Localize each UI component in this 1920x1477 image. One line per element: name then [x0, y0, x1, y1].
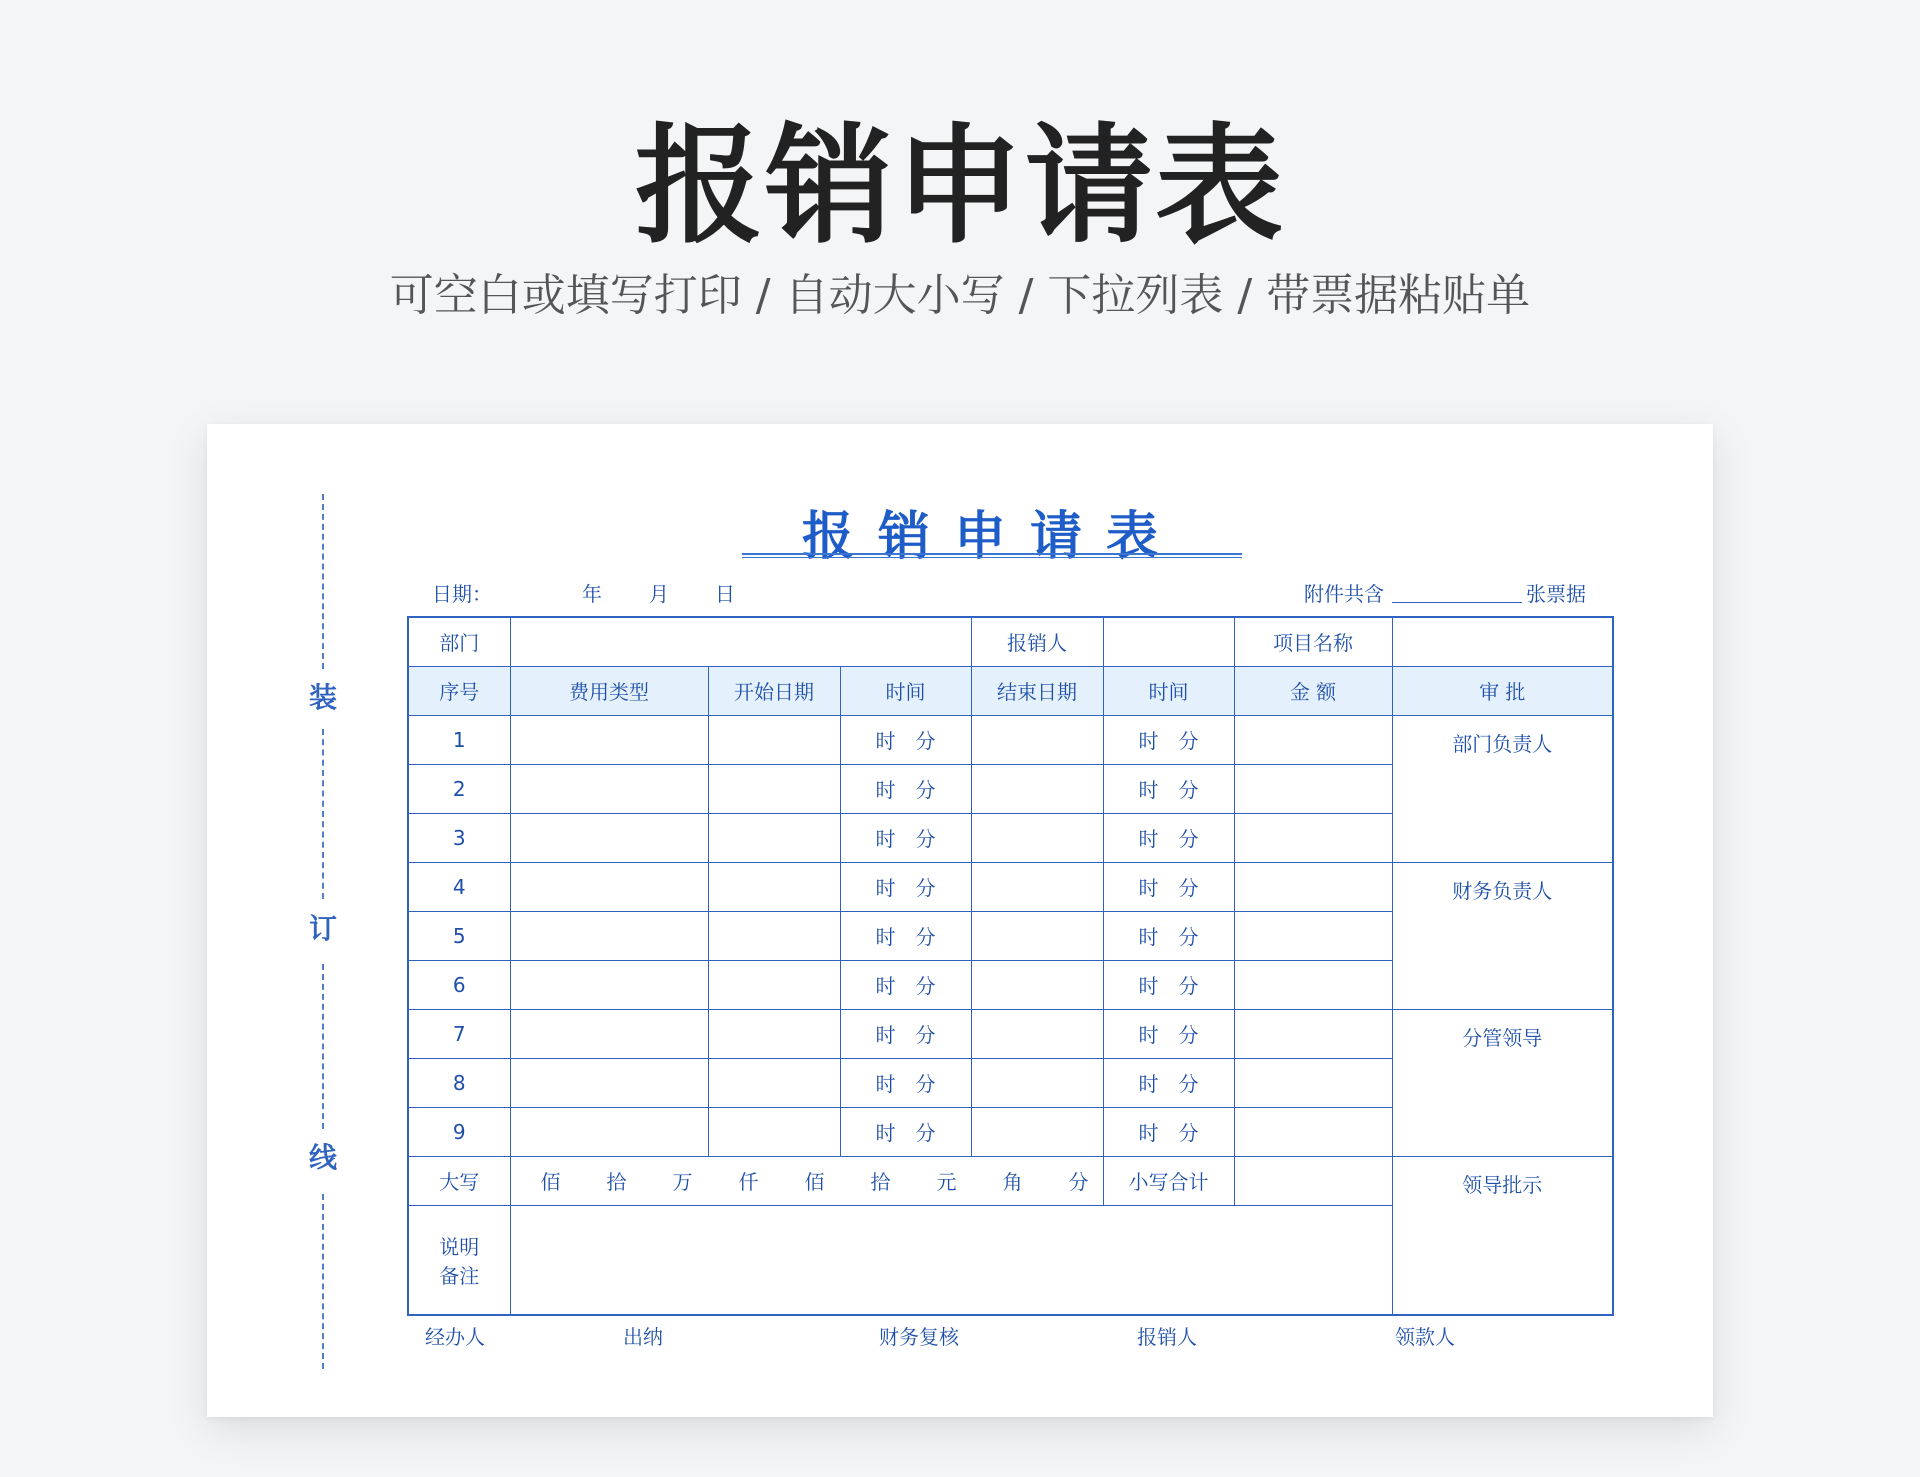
project-field[interactable] — [1392, 617, 1613, 666]
hour-label: 时 — [1138, 778, 1159, 802]
col-header-index: 序号 — [408, 666, 510, 715]
minute-label: 分 — [1178, 827, 1199, 851]
end-time-cell[interactable] — [1103, 960, 1234, 1009]
binding-dashed-line — [322, 964, 324, 1129]
amount-cell[interactable] — [1234, 715, 1392, 764]
minute-label: 分 — [1178, 876, 1199, 900]
end-date-cell[interactable] — [971, 764, 1103, 813]
minute-label: 分 — [915, 1023, 936, 1047]
minute-label: 分 — [915, 974, 936, 998]
minute-label: 分 — [915, 827, 936, 851]
end-time-cell[interactable] — [1103, 715, 1234, 764]
start-date-cell[interactable] — [708, 862, 840, 911]
applicant-label: 报销人 — [971, 617, 1103, 666]
lower-total-label: 小写合计 — [1103, 1156, 1234, 1205]
end-date-cell[interactable] — [971, 813, 1103, 862]
row-index: 8 — [408, 1058, 510, 1107]
unit-shi: 拾 — [606, 1170, 627, 1194]
footer-finance-review: 财务复核 — [879, 1325, 959, 1349]
expense-table — [407, 616, 1614, 1316]
upper-amount-field[interactable] — [510, 1156, 1103, 1205]
table-row — [408, 715, 1613, 764]
start-date-cell[interactable] — [708, 813, 840, 862]
end-date-cell[interactable] — [971, 862, 1103, 911]
end-time-cell[interactable] — [1103, 862, 1234, 911]
amount-cell[interactable] — [1234, 813, 1392, 862]
start-time-cell[interactable] — [840, 1107, 971, 1156]
start-time-cell[interactable] — [840, 960, 971, 1009]
hour-label: 时 — [1138, 1121, 1159, 1145]
binding-char-zhuang: 装 — [308, 681, 337, 714]
info-row — [408, 617, 1613, 666]
form-title: 报销申请表 — [801, 507, 1182, 567]
end-time-cell[interactable] — [1103, 1107, 1234, 1156]
end-date-cell[interactable] — [971, 1107, 1103, 1156]
expense-type-cell[interactable] — [510, 813, 708, 862]
date-day: 日 — [715, 582, 735, 606]
expense-type-cell[interactable] — [510, 862, 708, 911]
expense-type-cell[interactable] — [510, 1058, 708, 1107]
expense-type-cell[interactable] — [510, 1107, 708, 1156]
end-time-cell[interactable] — [1103, 1009, 1234, 1058]
date-label: 日期： — [432, 582, 492, 606]
minute-label: 分 — [1178, 1023, 1199, 1047]
amount-cell[interactable] — [1234, 764, 1392, 813]
minute-label: 分 — [915, 778, 936, 802]
minute-label: 分 — [1178, 729, 1199, 753]
hour-label: 时 — [875, 876, 896, 900]
amount-cell[interactable] — [1234, 960, 1392, 1009]
footer-applicant: 报销人 — [1137, 1325, 1197, 1349]
hour-label: 时 — [875, 827, 896, 851]
minute-label: 分 — [915, 1072, 936, 1096]
footer-handler: 经办人 — [425, 1325, 485, 1349]
hour-label: 时 — [875, 974, 896, 998]
applicant-field[interactable] — [1103, 617, 1234, 666]
minute-label: 分 — [1178, 1072, 1199, 1096]
row-index: 4 — [408, 862, 510, 911]
binding-dashed-line — [322, 494, 324, 669]
dept-label: 部门 — [408, 617, 510, 666]
notes-label-line1: 说明 — [439, 1234, 480, 1259]
col-header-approval: 审 批 — [1392, 666, 1613, 715]
minute-label: 分 — [1178, 974, 1199, 998]
col-header-amount: 金 额 — [1234, 666, 1392, 715]
amount-cell[interactable] — [1234, 911, 1392, 960]
minute-label: 分 — [1178, 1121, 1199, 1145]
unit-yuan: 元 — [936, 1170, 957, 1194]
table-row — [408, 862, 1613, 911]
unit-bai: 佰 — [540, 1170, 561, 1194]
end-time-cell[interactable] — [1103, 813, 1234, 862]
end-date-cell[interactable] — [971, 1058, 1103, 1107]
attachment-suffix: 张票据 — [1526, 582, 1586, 606]
binding-dashed-line — [322, 729, 324, 899]
lower-total-field[interactable] — [1234, 1156, 1392, 1205]
hour-label: 时 — [1138, 1023, 1159, 1047]
minute-label: 分 — [915, 925, 936, 949]
expense-type-cell[interactable] — [510, 764, 708, 813]
attachment-count-field[interactable] — [1392, 602, 1522, 603]
footer-recipient: 领款人 — [1395, 1325, 1455, 1349]
minute-label: 分 — [1178, 925, 1199, 949]
hour-label: 时 — [1138, 827, 1159, 851]
col-header-start-date: 开始日期 — [708, 666, 840, 715]
upper-amount-label: 大写 — [408, 1156, 510, 1205]
hour-label: 时 — [875, 1023, 896, 1047]
start-date-cell[interactable] — [708, 715, 840, 764]
row-index: 1 — [408, 715, 510, 764]
form-title-underline — [742, 553, 1242, 558]
unit-qian: 仟 — [738, 1170, 759, 1194]
row-index: 9 — [408, 1107, 510, 1156]
end-date-cell[interactable] — [971, 1009, 1103, 1058]
start-time-cell[interactable] — [840, 1058, 971, 1107]
start-date-cell[interactable] — [708, 1107, 840, 1156]
expense-type-cell[interactable] — [510, 960, 708, 1009]
hour-label: 时 — [875, 1121, 896, 1145]
form-sheet — [207, 424, 1713, 1417]
start-date-cell[interactable] — [708, 960, 840, 1009]
unit-bai: 佰 — [804, 1170, 825, 1194]
end-date-cell[interactable] — [971, 911, 1103, 960]
notes-label-line2: 备注 — [439, 1263, 480, 1288]
start-date-cell[interactable] — [708, 1009, 840, 1058]
minute-label: 分 — [915, 729, 936, 753]
col-header-end-time: 时间 — [1103, 666, 1234, 715]
binding-char-ding: 订 — [308, 912, 337, 945]
table-row — [408, 1009, 1613, 1058]
hour-label: 时 — [1138, 1072, 1159, 1096]
row-index: 5 — [408, 911, 510, 960]
approval-dept-head[interactable]: 部门负责人 — [1392, 715, 1613, 862]
header-row — [408, 666, 1613, 715]
minute-label: 分 — [915, 1121, 936, 1145]
col-header-end-date: 结束日期 — [971, 666, 1103, 715]
amount-cell[interactable] — [1234, 862, 1392, 911]
minute-label: 分 — [915, 876, 936, 900]
hour-label: 时 — [1138, 925, 1159, 949]
amount-cell[interactable] — [1234, 1058, 1392, 1107]
start-time-cell[interactable] — [840, 862, 971, 911]
end-time-cell[interactable] — [1103, 911, 1234, 960]
amount-cell[interactable] — [1234, 1009, 1392, 1058]
unit-jiao: 角 — [1002, 1170, 1023, 1194]
start-time-cell[interactable] — [840, 911, 971, 960]
unit-wan: 万 — [672, 1170, 693, 1194]
unit-fen: 分 — [1068, 1170, 1089, 1194]
dept-field[interactable] — [510, 617, 971, 666]
row-index: 6 — [408, 960, 510, 1009]
start-time-cell[interactable] — [840, 813, 971, 862]
hour-label: 时 — [875, 778, 896, 802]
start-time-cell[interactable] — [840, 1009, 971, 1058]
hour-label: 时 — [1138, 876, 1159, 900]
hour-label: 时 — [1138, 729, 1159, 753]
expense-type-cell[interactable] — [510, 715, 708, 764]
hour-label: 时 — [875, 729, 896, 753]
start-date-cell[interactable] — [708, 764, 840, 813]
hero-subtitle: 可空白或填写打印 / 自动大小写 / 下拉列表 / 带票据粘贴单 — [389, 270, 1531, 321]
row-index: 3 — [408, 813, 510, 862]
end-time-cell[interactable] — [1103, 764, 1234, 813]
start-date-cell[interactable] — [708, 911, 840, 960]
binding-dashed-line — [322, 1194, 324, 1369]
binding-margin — [207, 424, 347, 1417]
row-index: 2 — [408, 764, 510, 813]
approval-finance-head[interactable]: 财务负责人 — [1392, 862, 1613, 1009]
project-label: 项目名称 — [1234, 617, 1392, 666]
date-year: 年 — [582, 582, 602, 606]
binding-char-xian: 线 — [308, 1141, 337, 1174]
attachment-label: 附件共含 — [1304, 582, 1384, 606]
end-time-cell[interactable] — [1103, 1058, 1234, 1107]
date-month: 月 — [649, 582, 669, 606]
start-time-cell[interactable] — [840, 764, 971, 813]
leader-approval[interactable]: 领导批示 — [1392, 1156, 1613, 1315]
unit-shi: 拾 — [870, 1170, 891, 1194]
total-row — [408, 1156, 1613, 1205]
hour-label: 时 — [1138, 974, 1159, 998]
end-date-cell[interactable] — [971, 960, 1103, 1009]
notes-field[interactable] — [510, 1205, 1392, 1315]
amount-cell[interactable] — [1234, 1107, 1392, 1156]
hour-label: 时 — [875, 925, 896, 949]
notes-label — [408, 1205, 510, 1315]
expense-type-cell[interactable] — [510, 1009, 708, 1058]
start-time-cell[interactable] — [840, 715, 971, 764]
col-header-expense-type: 费用类型 — [510, 666, 708, 715]
hour-label: 时 — [875, 1072, 896, 1096]
expense-type-cell[interactable] — [510, 911, 708, 960]
hero-title: 报销申请表 — [634, 112, 1285, 261]
approval-supervisor[interactable]: 分管领导 — [1392, 1009, 1613, 1156]
footer-cashier: 出纳 — [623, 1325, 663, 1349]
minute-label: 分 — [1178, 778, 1199, 802]
col-header-start-time: 时间 — [840, 666, 971, 715]
end-date-cell[interactable] — [971, 715, 1103, 764]
start-date-cell[interactable] — [708, 1058, 840, 1107]
row-index: 7 — [408, 1009, 510, 1058]
